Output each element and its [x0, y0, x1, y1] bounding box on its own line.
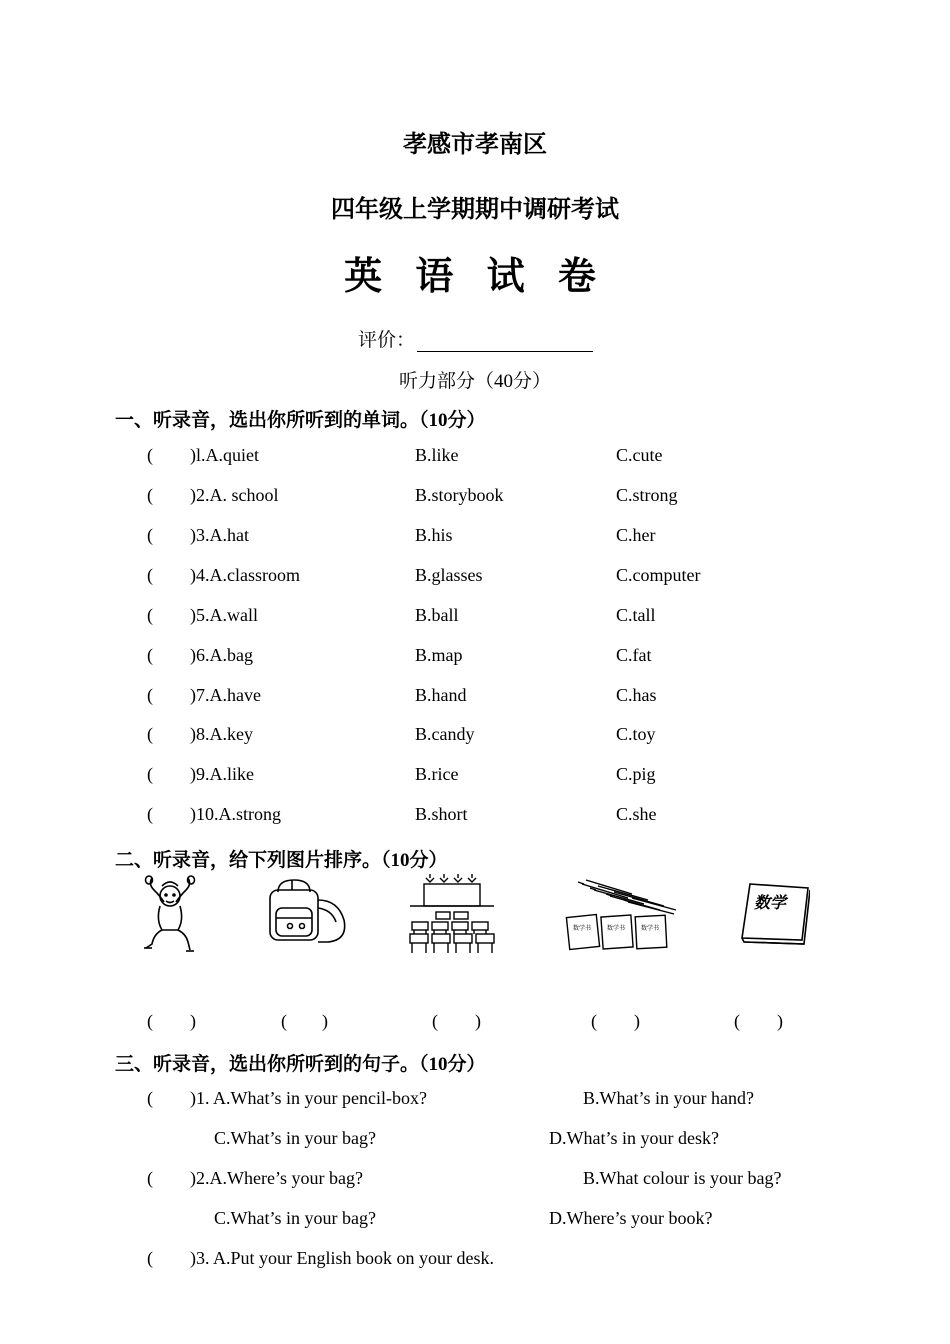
option-d: D.Where’s your book? — [549, 1208, 713, 1228]
evaluation-blank[interactable] — [417, 331, 593, 352]
notebook-label: 数学书 — [573, 925, 592, 932]
option-b: B.like — [415, 445, 459, 465]
answer-paren[interactable]: ( — [147, 605, 153, 625]
answer-paren[interactable]: ( — [147, 804, 153, 824]
answer-paren[interactable]: ( — [147, 724, 153, 744]
math-book-icon — [738, 880, 810, 946]
option-c: C.What’s in your bag? — [214, 1208, 376, 1228]
option-b: B.short — [415, 804, 468, 824]
answer-paren[interactable]: ( — [147, 565, 153, 585]
list-item — [0, 1248, 950, 1268]
section1-title: 一、听录音，选出你所听到的单词。（10分） — [115, 410, 486, 431]
option-b: B.hand — [415, 685, 467, 705]
list-item — [0, 605, 950, 625]
list-item — [0, 445, 950, 465]
option-a: )8.A.key — [190, 724, 253, 744]
option-b: B.glasses — [415, 565, 483, 585]
option-a: )1. A.What’s in your pencil-box? — [190, 1088, 427, 1108]
option-c: C.What’s in your bag? — [214, 1128, 376, 1148]
option-c: C.pig — [616, 764, 656, 784]
region-title: 孝感市孝南区 — [403, 130, 547, 158]
option-c: C.has — [616, 685, 657, 705]
answer-paren[interactable]: ( — [734, 1011, 740, 1031]
option-c: C.her — [616, 525, 656, 545]
list-item — [0, 1168, 950, 1188]
option-b: B.his — [415, 525, 453, 545]
option-b: B.map — [415, 645, 463, 665]
schoolbag-icon — [262, 878, 348, 948]
option-d: D.What’s in your desk? — [549, 1128, 719, 1148]
option-c: C.computer — [616, 565, 701, 585]
close-paren: ) — [634, 1011, 640, 1031]
close-paren: ) — [322, 1011, 328, 1031]
answer-paren[interactable]: ( — [147, 1248, 153, 1268]
math-book-label: 数学 — [754, 893, 787, 912]
paper-title: 英 语 试 卷 — [344, 254, 606, 298]
option-a: )3. A.Put your English book on your desk. — [190, 1248, 494, 1268]
list-item — [0, 525, 950, 545]
notebook-label: 数学书 — [607, 925, 626, 932]
option-b: B.ball — [415, 605, 459, 625]
list-item — [0, 1088, 950, 1108]
close-paren: ) — [190, 1011, 196, 1031]
answer-paren[interactable]: ( — [147, 445, 153, 465]
list-item — [0, 724, 950, 744]
answer-paren[interactable]: ( — [147, 1088, 153, 1108]
section2-title: 二、听录音，给下列图片排序。（10分） — [115, 850, 448, 871]
option-a: )10.A.strong — [190, 804, 281, 824]
option-b: B.What’s in your hand? — [583, 1088, 754, 1108]
classroom-icon — [406, 872, 498, 956]
section3-title: 三、听录音，选出你所听到的句子。（10分） — [115, 1054, 486, 1075]
option-a: )6.A.bag — [190, 645, 253, 665]
option-a: )l.A.quiet — [190, 445, 259, 465]
close-paren: ) — [475, 1011, 481, 1031]
list-item — [0, 1128, 950, 1148]
list-item — [0, 645, 950, 665]
answer-paren[interactable]: ( — [281, 1011, 287, 1031]
option-a: )4.A.classroom — [190, 565, 300, 585]
close-paren: ) — [777, 1011, 783, 1031]
notebook-label: 数学书 — [641, 925, 660, 932]
answer-paren[interactable]: ( — [147, 645, 153, 665]
pens-and-notebooks-icon — [564, 878, 678, 952]
option-a: )9.A.like — [190, 764, 254, 784]
option-b: B.rice — [415, 764, 459, 784]
exam-title: 四年级上学期期中调研考试 — [331, 195, 619, 223]
option-a: )2.A.Where’s your bag? — [190, 1168, 363, 1188]
option-a: )3.A.hat — [190, 525, 249, 545]
option-b: B.storybook — [415, 485, 504, 505]
option-a: )2.A. school — [190, 485, 279, 505]
strong-boy-icon — [140, 874, 200, 954]
option-b: B.What colour is your bag? — [583, 1168, 782, 1188]
option-c: C.toy — [616, 724, 656, 744]
answer-paren[interactable]: ( — [432, 1011, 438, 1031]
evaluation-label: 评价： — [358, 330, 416, 351]
answer-paren[interactable]: ( — [147, 525, 153, 545]
option-a: )7.A.have — [190, 685, 261, 705]
answer-paren[interactable]: ( — [147, 764, 153, 784]
option-a: )5.A.wall — [190, 605, 258, 625]
listening-header: 听力部分（40分） — [398, 371, 551, 392]
option-c: C.she — [616, 804, 657, 824]
list-item — [0, 804, 950, 824]
list-item — [0, 685, 950, 705]
picture-answer-row — [0, 1011, 950, 1033]
evaluation-field — [358, 325, 593, 352]
answer-paren[interactable]: ( — [147, 1011, 153, 1031]
list-item — [0, 1208, 950, 1228]
answer-paren[interactable]: ( — [147, 685, 153, 705]
answer-paren[interactable]: ( — [591, 1011, 597, 1031]
option-b: B.candy — [415, 724, 475, 744]
answer-paren[interactable]: ( — [147, 1168, 153, 1188]
list-item — [0, 485, 950, 505]
option-c: C.cute — [616, 445, 663, 465]
option-c: C.fat — [616, 645, 652, 665]
answer-paren[interactable]: ( — [147, 485, 153, 505]
list-item — [0, 764, 950, 784]
list-item — [0, 565, 950, 585]
option-c: C.tall — [616, 605, 656, 625]
option-c: C.strong — [616, 485, 678, 505]
